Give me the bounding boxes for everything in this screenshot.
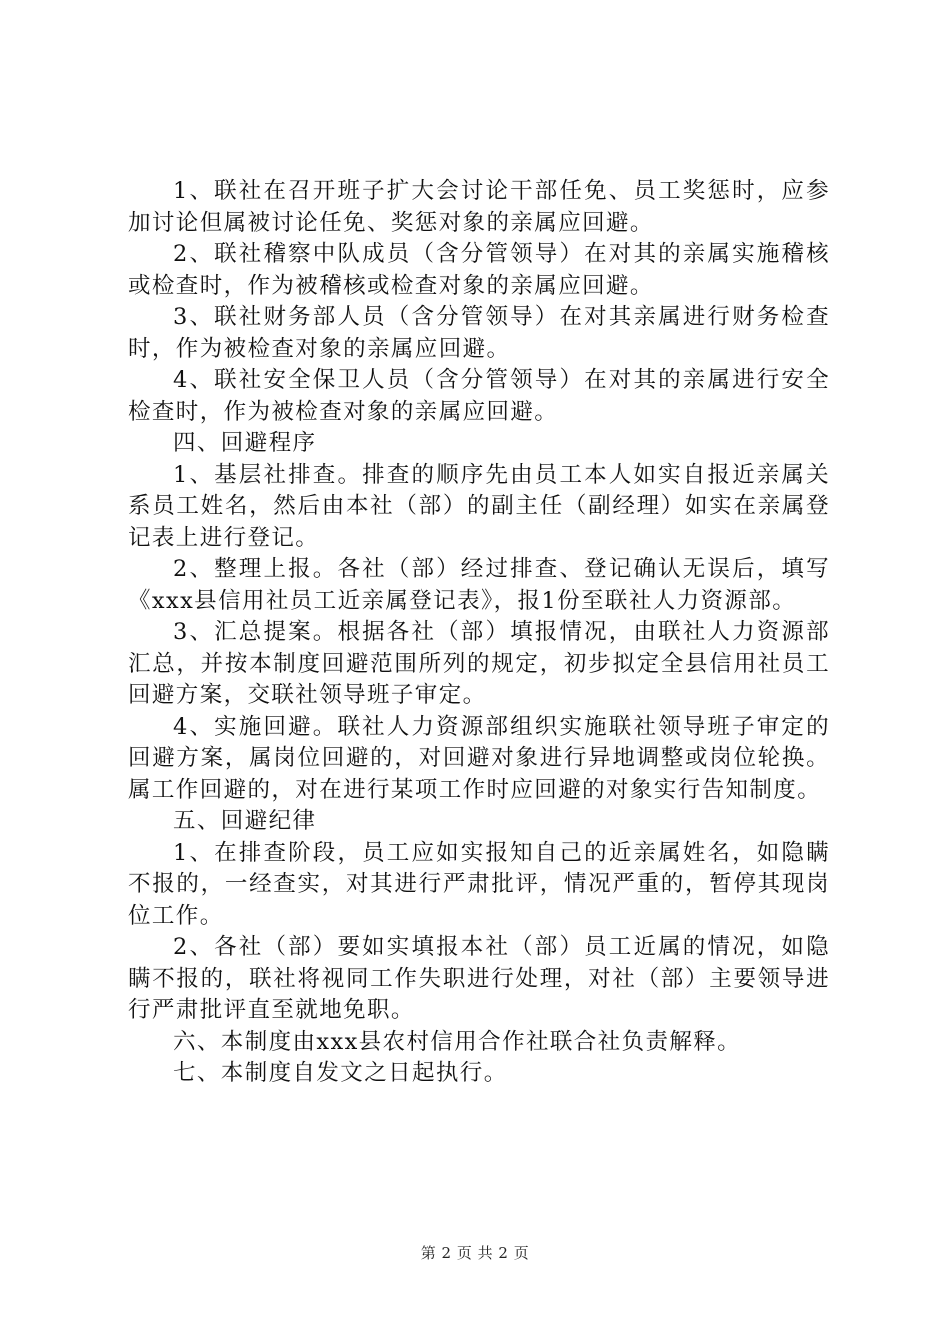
paragraph-rule-1: 1、联社在召开班子扩大会讨论干部任免、员工奖惩时，应参加讨论但属被讨论任免、奖惩对象的亲属应回避。 [128, 178, 830, 236]
paragraph-discipline-1: 1、在排查阶段，员工应如实报知自己的近亲属姓名，如隐瞒不报的，一经查实，对其进行严肃批评，情况严重的，暂停其现岗位工作。 [128, 839, 830, 929]
paragraph-rule-3: 3、联社财务部人员（含分管领导）在对其亲属进行财务检查时，作为被检查对象的亲属应回避。 [128, 304, 830, 362]
paragraph-effective-date: 七、本制度自发文之日起执行。 [173, 1060, 508, 1086]
section-heading-procedure: 四、回避程序 [173, 430, 317, 456]
paragraph-procedure-1: 1、基层社排查。排查的顺序先由员工本人如实自报近亲属关系员工姓名，然后由本社（部）的副主任（副经理）如实在亲属登记表上进行登记。 [128, 461, 830, 551]
paragraph-discipline-2: 2、各社（部）要如实填报本社（部）员工近属的情况，如隐瞒不报的，联社将视同工作失职进行处理，对社（部）主要领导进行严肃批评直至就地免职。 [128, 934, 830, 1023]
paragraph-procedure-4: 4、实施回避。联社人力资源部组织实施联社领导班子审定的回避方案，属岗位回避的，对回避对象进行异地调整或岗位轮换。属工作回避的，对在进行某项工作时应回避的对象实行告知制度。 [128, 713, 830, 803]
paragraph-rule-4: 4、联社安全保卫人员（含分管领导）在对其的亲属进行安全检查时，作为被检查对象的亲属应回避。 [128, 367, 830, 425]
paragraph-interpretation: 六、本制度由xxx县农村信用合作社联合社负责解释。 [173, 1028, 742, 1055]
page-footer: 第 2 页 共 2 页 [420, 1244, 530, 1262]
paragraph-rule-2: 2、联社稽察中队成员（含分管领导）在对其的亲属实施稽核或检查时，作为被稽核或检查对象的亲属应回避。 [128, 241, 830, 299]
document-body [128, 176, 830, 1090]
section-heading-discipline: 五、回避纪律 [173, 808, 317, 834]
paragraph-procedure-2: 2、整理上报。各社（部）经过排查、登记确认无误后，填写《xxx县信用社员工近亲属登记表》，报1份至联社人力资源部。 [128, 556, 830, 614]
paragraph-procedure-3: 3、汇总提案。根据各社（部）填报情况，由联社人力资源部汇总，并按本制度回避范围所列的规定，初步拟定全县信用社员工回避方案，交联社领导班子审定。 [128, 619, 830, 708]
